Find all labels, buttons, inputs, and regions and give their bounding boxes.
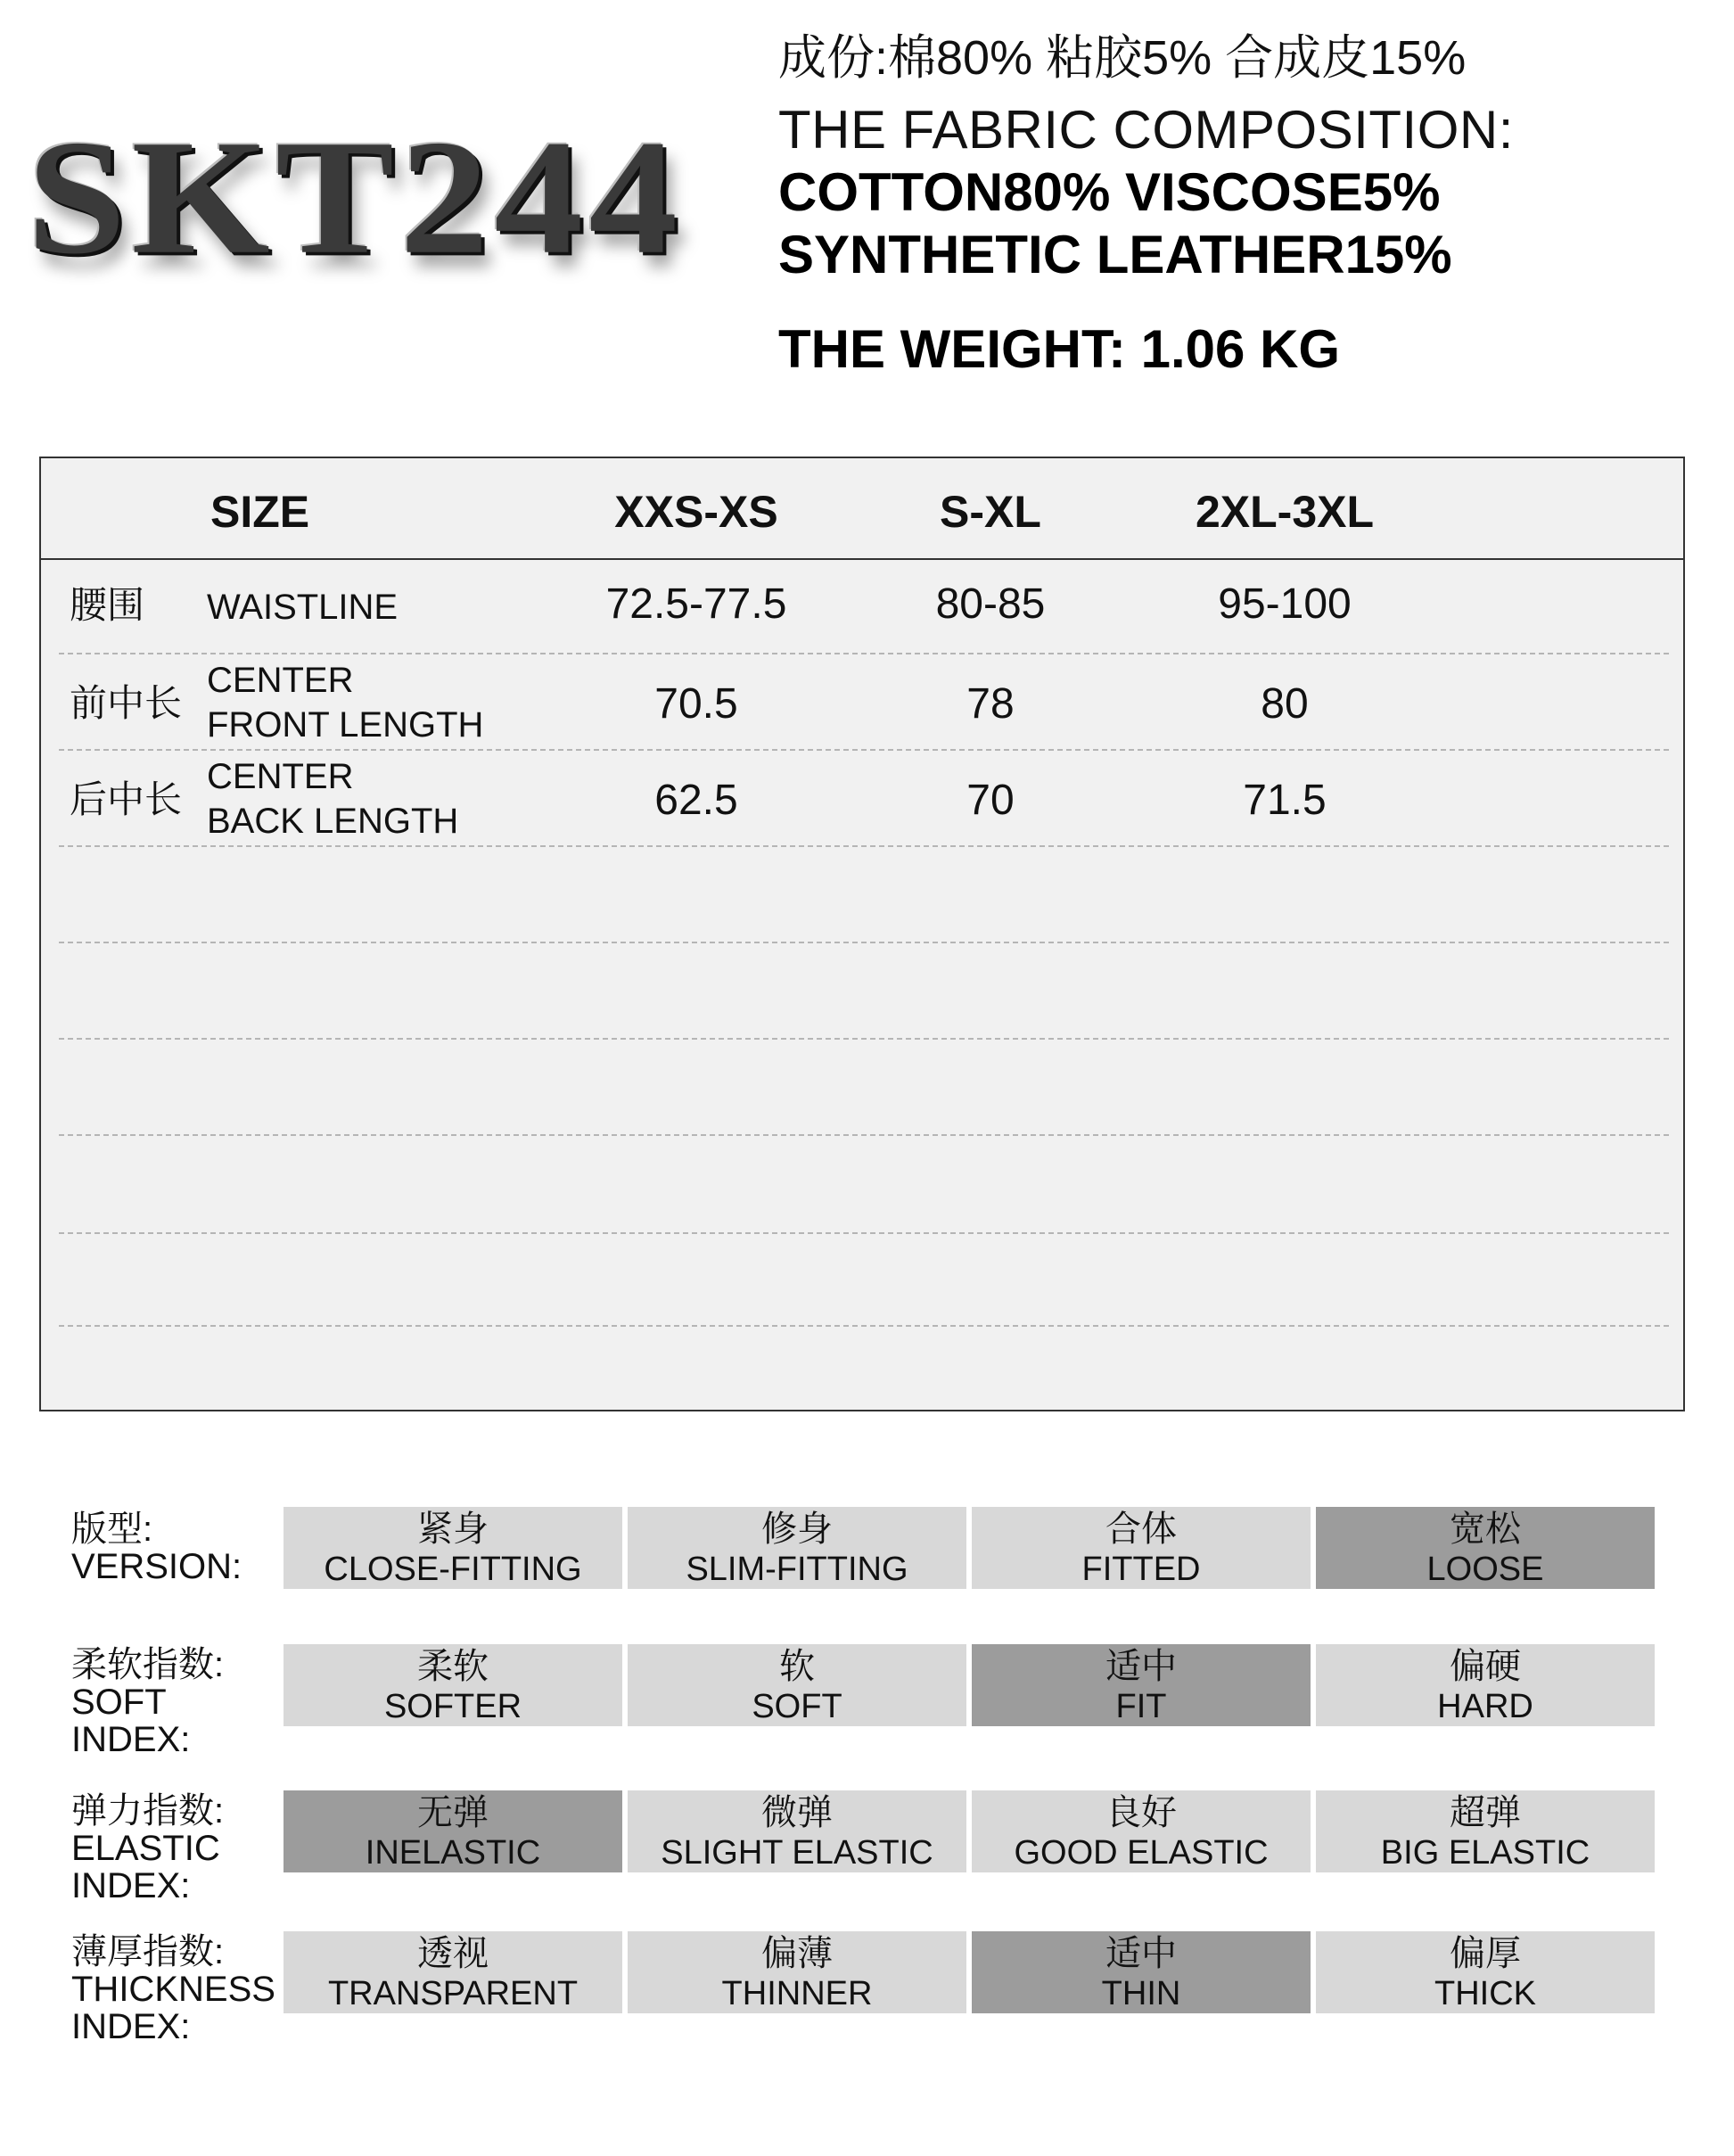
option-cn: 宽松 [1450, 1510, 1521, 1549]
thickness-index-label: 薄厚指数: THICKNESS INDEX: [71, 1932, 275, 2046]
option-cn: 偏薄 [761, 1934, 833, 1973]
product-code-logo: SKT244 [27, 106, 684, 289]
option-en: FITTED [1081, 1551, 1201, 1588]
option-en: SLIGHT ELASTIC [661, 1834, 933, 1872]
row-label-cn: 腰围 [70, 584, 145, 626]
composition-line-1: COTTON80% VISCOSE5% [778, 162, 1441, 222]
row-label-en: CENTER BACK LENGTH [207, 757, 459, 841]
table-row-empty [59, 1040, 1669, 1136]
soft-option-soft [628, 1644, 966, 1726]
weight-text: THE WEIGHT: 1.06 KG [778, 319, 1341, 379]
table-cell: 80 [1261, 680, 1309, 728]
option-en: LOOSE [1426, 1551, 1544, 1588]
option-cn: 适中 [1105, 1934, 1177, 1973]
table-row-center-front-length [59, 654, 1669, 751]
row-label-en: CENTER FRONT LENGTH [207, 661, 484, 745]
option-en: FIT [1115, 1688, 1167, 1725]
option-cn: 无弹 [417, 1793, 489, 1832]
option-cn: 适中 [1105, 1647, 1177, 1686]
option-en: SLIM-FITTING [686, 1551, 908, 1588]
option-en: THIN [1101, 1975, 1181, 2012]
option-en: GOOD ELASTIC [1014, 1834, 1269, 1872]
elastic-index-scale [284, 1790, 1656, 1872]
soft-option-fit [972, 1644, 1311, 1726]
option-cn: 偏厚 [1450, 1934, 1521, 1973]
row-label-en: WAISTLINE [207, 588, 399, 627]
option-cn: 超弹 [1450, 1793, 1521, 1832]
thickness-option-thick [1316, 1931, 1655, 2013]
option-cn: 软 [779, 1647, 815, 1686]
size-header-s-xl: S-XL [940, 487, 1041, 537]
table-cell: 70 [966, 777, 1015, 824]
soft-index-label: 柔软指数: SOFT INDEX: [71, 1645, 225, 1759]
table-row-waistline [59, 558, 1669, 654]
option-en: THICK [1434, 1975, 1536, 2012]
table-cell: 71.5 [1243, 777, 1327, 824]
size-table [39, 457, 1685, 1411]
thickness-option-thin [972, 1931, 1311, 2013]
row-label-cn: 后中长 [70, 778, 183, 820]
option-cn: 良好 [1105, 1793, 1177, 1832]
soft-option-softer [284, 1644, 622, 1726]
option-cn: 修身 [761, 1510, 833, 1549]
table-row-empty [59, 943, 1669, 1040]
option-cn: 柔软 [417, 1647, 489, 1686]
size-header-2xl-3xl: 2XL-3XL [1195, 487, 1375, 537]
version-index-label: 版型: VERSION: [71, 1510, 242, 1586]
option-cn: 合体 [1105, 1510, 1177, 1549]
table-row-empty [59, 1138, 1669, 1234]
elastic-option-inelastic [284, 1790, 622, 1872]
table-cell: 72.5-77.5 [605, 580, 787, 628]
option-en: INELASTIC [365, 1834, 541, 1872]
soft-option-hard [1316, 1644, 1655, 1726]
option-cn: 紧身 [417, 1510, 489, 1549]
composition-chinese: 成份:棉80% 粘胶5% 合成皮15% [778, 31, 1467, 85]
table-row-empty [59, 1230, 1669, 1327]
thickness-index-scale [284, 1931, 1656, 2013]
table-row-center-back-length [59, 751, 1669, 847]
version-option-fitted [972, 1507, 1311, 1589]
thickness-option-transparent [284, 1931, 622, 2013]
version-option-slim-fitting [628, 1507, 966, 1589]
table-row-empty [59, 847, 1669, 943]
option-en: THINNER [721, 1975, 873, 2012]
version-option-close-fitting [284, 1507, 622, 1589]
elastic-index-label: 弹力指数: ELASTIC INDEX: [71, 1791, 225, 1905]
option-cn: 偏硬 [1450, 1647, 1521, 1686]
option-en: CLOSE-FITTING [324, 1551, 582, 1588]
option-cn: 微弹 [761, 1793, 833, 1832]
option-en: SOFT [752, 1688, 842, 1725]
composition-label: THE FABRIC COMPOSITION: [778, 100, 1514, 160]
composition-line-2: SYNTHETIC LEATHER15% [778, 225, 1452, 284]
option-en: TRANSPARENT [327, 1975, 579, 2012]
table-cell: 80-85 [935, 580, 1046, 628]
size-table-header [41, 458, 1683, 560]
elastic-option-slight-elastic [628, 1790, 966, 1872]
thickness-option-thinner [628, 1931, 966, 2013]
version-option-loose [1316, 1507, 1655, 1589]
option-en: SOFTER [383, 1688, 522, 1725]
elastic-option-big-elastic [1316, 1790, 1655, 1872]
elastic-option-good-elastic [972, 1790, 1311, 1872]
table-cell: 78 [966, 680, 1015, 728]
soft-index-scale [284, 1644, 1656, 1726]
version-index-scale [284, 1507, 1656, 1589]
option-en: BIG ELASTIC [1380, 1834, 1590, 1872]
size-header-label: SIZE [210, 487, 310, 537]
option-en: HARD [1437, 1688, 1533, 1725]
table-cell: 95-100 [1218, 580, 1352, 628]
table-cell: 70.5 [654, 680, 738, 728]
size-header-xxs-xs: XXS-XS [614, 487, 778, 537]
option-cn: 透视 [417, 1934, 489, 1973]
table-cell: 62.5 [654, 777, 738, 824]
row-label-cn: 前中长 [70, 682, 183, 724]
